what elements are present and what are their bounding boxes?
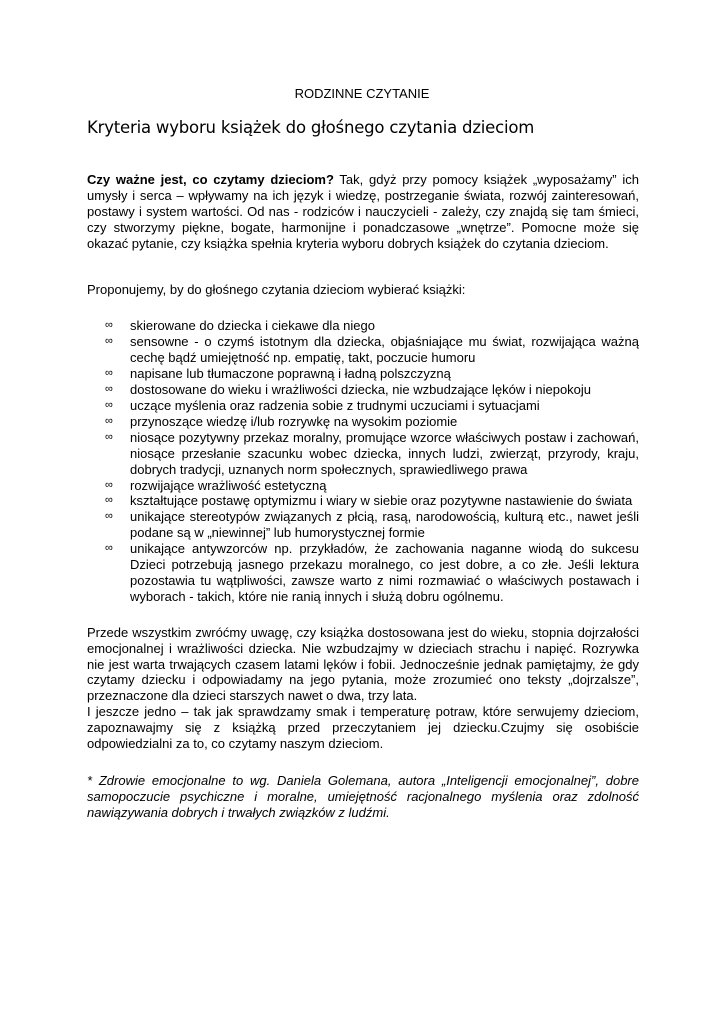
list-item: ∞ sensowne - o czymś istotnym dla dziecka, objaśniające mu świat, rozwijająca ważną cechę bądź umiejętność np. empatię, takt, poczucie humoru [105,334,639,366]
list-item: ∞ dostosowane do wieku i wrażliwości dziecka, nie wzbudzające lęków i niepokoju [105,382,592,398]
list-intro: Proponujemy, by do głośnego czytania dzieciom wybierać książki: [87,281,466,297]
infinity-bullet-icon: ∞ [105,478,113,491]
intro-text: Tak, gdyż przy pomocy książek „wyposażamy” ich umysły i serca – wpływamy na ich język i wiedzę, postrzeganie świata, rozwój zainteresowań, postawy i system wartości. Od nas - rodziców i nauczycieli - zależy, czy znajdą się tam śmieci, czy stworzymy piękne, bogate, harmonijne i ponadczasowe „wnętrze”. Pomocne może się okazać pytanie, czy książka spełnia kryteria wyboru dobrych książek do czytania dzieciom. [87,172,639,251]
infinity-bullet-icon: ∞ [105,383,113,396]
infinity-bullet-icon: ∞ [105,414,113,427]
list-item: ∞ uczące myślenia oraz radzenia sobie z trudnymi uczuciami i sytuacjami [105,397,540,413]
infinity-bullet-icon: ∞ [105,367,113,380]
intro-question: Czy ważne jest, co czytamy dzieciom? [87,172,334,187]
infinity-bullet-icon: ∞ [105,510,113,523]
infinity-bullet-icon: ∞ [105,319,113,332]
infinity-bullet-icon: ∞ [105,430,113,443]
page-header: RODZINNE CZYTANIE [294,86,430,101]
list-item: ∞ unikające antywzorców np. przykładów, że zachowania naganne wiodą do sukcesu Dzieci potrzebują jasnego przekazu moralnego, co jest dobre, a co złe. Jeśli lektura pozostawia tu wątpliwości, zawsze warto z nimi rozmawiać o właściwych postawach i wyborach - takich, które nie ranią innych i służą dobru ogólnemu. [105,541,639,604]
document-body [87,172,639,821]
infinity-bullet-icon: ∞ [105,335,113,348]
footnote: * Zdrowie emocjonalne to wg. Daniela Golemana, autora „Inteligencji emocjonalnej”, dobre samopoczucie psychiczne i moralne, umiejętność racjonalnego myślenia oraz zdolność nawiązywania dobrych i trwałych związków z ludźmi. [87,773,639,820]
infinity-bullet-icon: ∞ [105,494,113,507]
list-item: ∞ napisane lub tłumaczone poprawną i ładną polszczyzną [105,366,451,382]
list-item: ∞ niosące pozytywny przekaz moralny, promujące wzorce właściwych postaw i zachowań, niosące przesłanie szacunku wobec dziecka, innych ludzi, zwierząt, przyrody, kraju, dobrych tradycji, uznanych norm społecznych, sprawiedliwego prawa [105,429,639,477]
age-paragraph: Przede wszystkim zwróćmy uwagę, czy książka dostosowana jest do wieku, stopnia dojrzałości emocjonalnej i wrażliwości dziecka. Nie wzbudzajmy w dzieciach strachu i napięć. Rozrywka nie jest warta trwających czasem latami lęków i fobii. Jednocześnie jednak pamiętajmy, że gdy czytamy dziecku i odpowiadamy na jego pytania, może zrozumieć ono teksty „dojrzalsze”, przeznaczone dla dzieci starszych nawet o dwa, trzy lata. [87,624,639,704]
infinity-bullet-icon: ∞ [105,542,113,555]
list-item: ∞ unikające stereotypów związanych z płcią, rasą, narodowością, kulturą etc., nawet jeśli podane są w „niewinnej” lub humorystycznej formie [105,509,639,541]
list-item: ∞ skierowane do dziecka i ciekawe dla niego [105,318,375,334]
list-item: ∞ przynoszące wiedzę i/lub rozrywkę na wysokim poziomie [105,413,458,429]
intro-paragraph [87,172,639,252]
page-title: Kryteria wyboru książek do głośnego czytania dzieciom [87,118,535,137]
list-item: ∞ kształtujące postawę optymizmu i wiary w siebie oraz pozytywne nastawienie do świata [105,493,633,509]
responsibility-paragraph: I jeszcze jedno – tak jak sprawdzamy smak i temperaturę potraw, które serwujemy dzieciom, zapoznawajmy się z książką przed przeczytaniem jej dziecku.Czujmy się osobiście odpowiedzialni za to, co czytamy naszym dzieciom. [87,704,639,752]
criteria-list [87,318,639,604]
infinity-bullet-icon: ∞ [105,398,113,411]
list-item: ∞ rozwijające wrażliwość estetyczną [105,477,327,493]
